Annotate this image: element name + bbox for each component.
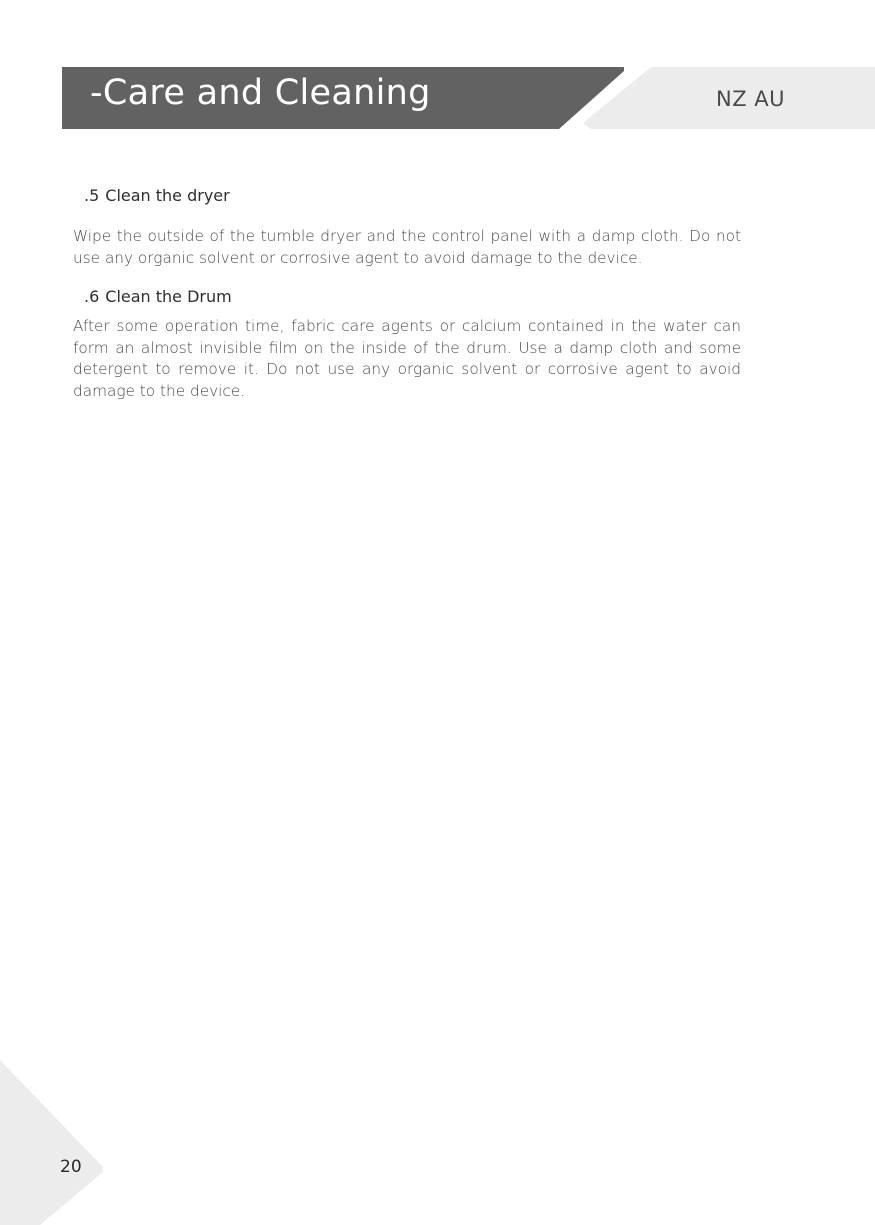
section-title: Clean the Drum (105, 287, 232, 306)
section-body-clean-dryer: Wipe the outside of the tumble dryer and the control panel with a damp cloth. Do not use any organic solvent or corrosive agent to avoid damage to the device. (73, 227, 741, 267)
section-title: Clean the dryer (105, 186, 230, 205)
region-label: NZ AU (716, 87, 786, 111)
header-banner (62, 67, 624, 129)
page-corner-shape (0, 1060, 110, 1225)
section-number: .6 (84, 287, 100, 306)
page-number: 20 (60, 1157, 82, 1177)
region-tab (583, 67, 875, 129)
page-corner-tab (0, 1060, 110, 1225)
section-number: .5 (84, 186, 100, 205)
page-title: -Care and Cleaning (90, 73, 431, 113)
section-body-clean-drum: After some operation time, fabric care agents or calcium contained in the water can form an almost invisible film on the inside of the drum. Use a damp cloth and some detergent to remove it. Do not use any organic solvent or corrosive agent to avoid damage to the device. (73, 317, 741, 400)
section-heading-clean-drum (84, 287, 232, 306)
section-heading-clean-dryer (84, 186, 230, 205)
